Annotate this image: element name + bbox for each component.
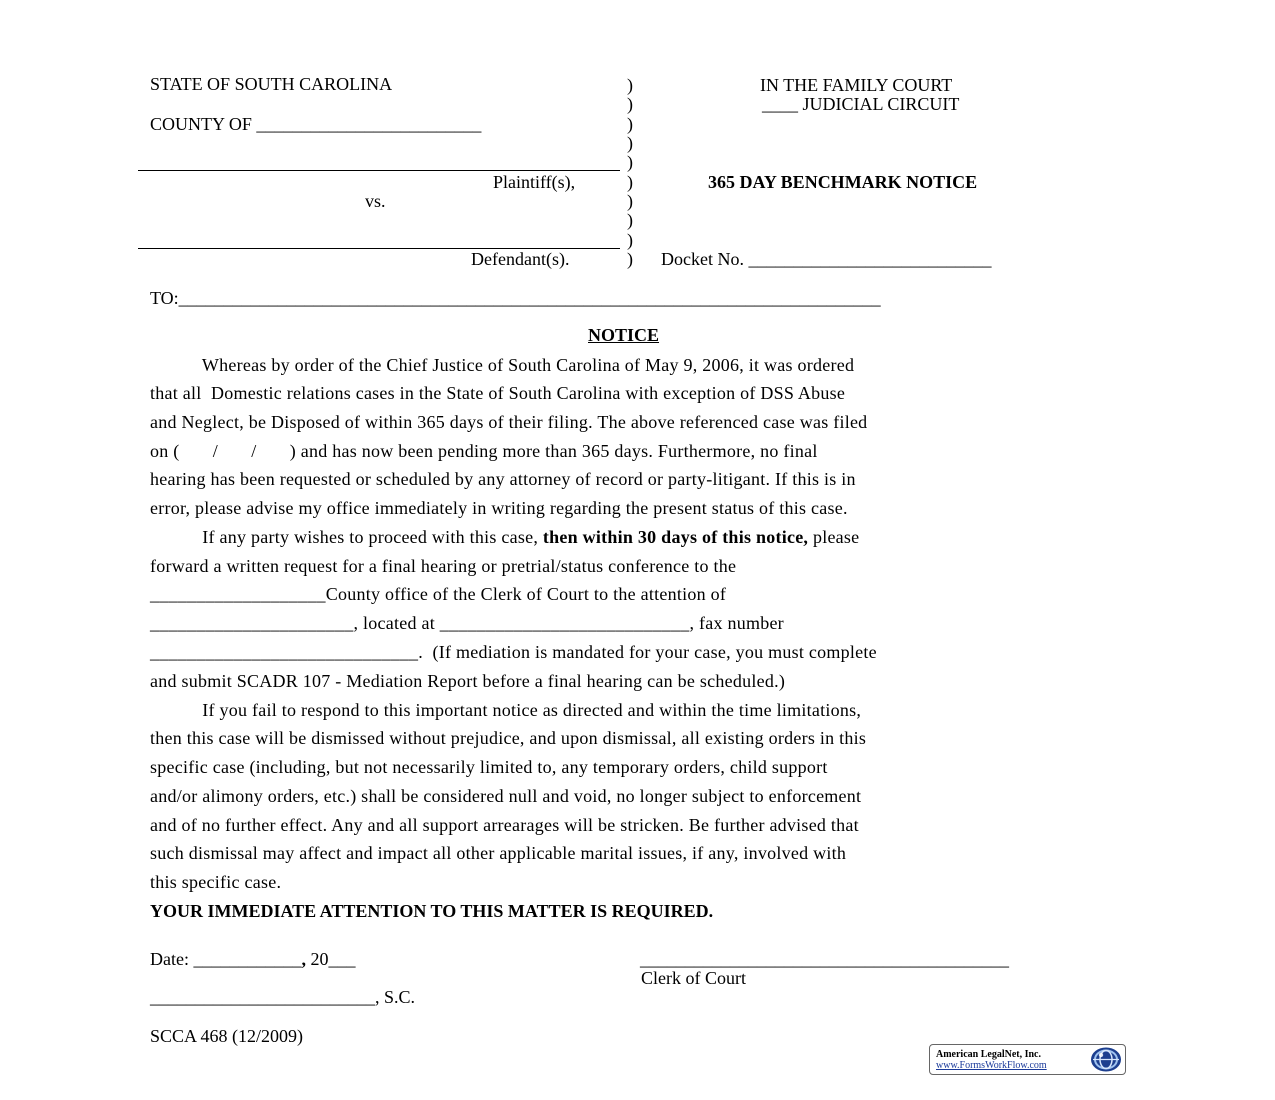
caption-paren: ) bbox=[627, 249, 633, 269]
logo-company-name: American LegalNet, Inc. bbox=[936, 1049, 1041, 1060]
clerk-signature-line[interactable]: _________________________________________ bbox=[640, 949, 1009, 969]
caption-paren: ) bbox=[627, 172, 633, 192]
date-label: Date: bbox=[150, 949, 194, 969]
paragraph-line: _____________________________. (If mediation is mandated for your case, you must complete bbox=[150, 642, 877, 662]
form-title: 365 DAY BENCHMARK NOTICE bbox=[708, 172, 978, 192]
caption-paren: ) bbox=[627, 230, 633, 250]
paragraph-line: and Neglect, be Disposed of within 365 days of their filing. The above referenced case was filed bbox=[150, 412, 868, 432]
caption-paren: ) bbox=[627, 75, 633, 95]
docket-number-field[interactable]: Docket No. ___________________________ bbox=[661, 249, 992, 269]
logo-url-link[interactable]: www.FormsWorkFlow.com bbox=[936, 1060, 1047, 1071]
caption-paren: ) bbox=[627, 191, 633, 211]
defendant-label: Defendant(s). bbox=[471, 249, 570, 269]
legalnet-logo[interactable] bbox=[929, 1044, 1126, 1075]
caption-paren: ) bbox=[627, 210, 633, 230]
paragraph-line: and/or alimony orders, etc.) shall be considered null and void, no longer subject to enforcement bbox=[150, 786, 862, 806]
versus-label: vs. bbox=[365, 191, 386, 211]
attention-statement: YOUR IMMEDIATE ATTENTION TO THIS MATTER IS REQUIRED. bbox=[150, 901, 714, 921]
paragraph-line: and submit SCADR 107 - Mediation Report before a final hearing can be scheduled.) bbox=[150, 671, 786, 691]
paragraph-line: this specific case. bbox=[150, 872, 282, 892]
date-separator: , bbox=[301, 949, 311, 969]
paragraph-line: error, please advise my office immediately in writing regarding the present status of this case. bbox=[150, 498, 848, 518]
paragraph-line: forward a written request for a final hearing or pretrial/status conference to the bbox=[150, 556, 737, 576]
to-line[interactable]: TO:______________________________________________________________________________ bbox=[150, 288, 881, 308]
plaintiff-label: Plaintiff(s), bbox=[493, 172, 576, 192]
paragraph-line: such dismissal may affect and impact all other applicable marital issues, if any, involved with bbox=[150, 843, 847, 863]
paragraph-line: Whereas by order of the Chief Justice of South Carolina of May 9, 2006, it was ordered bbox=[150, 355, 855, 375]
globe-icon bbox=[1089, 1046, 1123, 1073]
filing-date-line: on ( / / ) and has now been pending more than 365 days. Furthermore, no final bbox=[150, 441, 818, 461]
clerk-label: Clerk of Court bbox=[641, 968, 746, 988]
date-blank[interactable]: ____________ bbox=[193, 949, 302, 969]
paragraph-line: then this case will be dismissed without prejudice, and upon dismissal, all existing orders in this bbox=[150, 728, 867, 748]
form-number: SCCA 468 (12/2009) bbox=[150, 1026, 304, 1046]
circuit-label: ____ JUDICIAL CIRCUIT bbox=[762, 94, 960, 114]
caption-paren: ) bbox=[627, 133, 633, 153]
paragraph-line: and of no further effect. Any and all support arrearages will be stricken. Be further advised that bbox=[150, 815, 859, 835]
paragraph-line: If you fail to respond to this important notice as directed and within the time limitations, bbox=[150, 700, 862, 720]
paragraph-line bbox=[150, 527, 859, 547]
paragraph-line: specific case (including, but not necessarily limited to, any temporary orders, child support bbox=[150, 757, 828, 777]
plaintiff-name-line[interactable] bbox=[138, 170, 620, 171]
place-field[interactable]: _________________________, S.C. bbox=[150, 987, 416, 1007]
contact-line: ______________________, located at ___________________________, fax number bbox=[150, 613, 784, 633]
caption-paren: ) bbox=[627, 152, 633, 172]
year-field[interactable]: 20___ bbox=[310, 949, 356, 969]
date-field[interactable] bbox=[150, 949, 355, 969]
paragraph-text: please bbox=[808, 527, 860, 547]
caption-paren: ) bbox=[627, 94, 633, 114]
paragraph-text: If any party wishes to proceed with this case, bbox=[150, 527, 543, 547]
paragraph-line: that all Domestic relations cases in the State of South Carolina with exception of DSS Abuse bbox=[150, 383, 846, 403]
court-label: IN THE FAMILY COURT bbox=[760, 75, 953, 95]
county-label: COUNTY OF _________________________ bbox=[150, 114, 482, 134]
notice-heading: NOTICE bbox=[588, 325, 660, 345]
county-office-line: ___________________County office of the Clerk of Court to the attention of bbox=[150, 584, 727, 604]
state-label: STATE OF SOUTH CAROLINA bbox=[150, 74, 393, 94]
caption-paren: ) bbox=[627, 114, 633, 134]
paragraph-line: hearing has been requested or scheduled by any attorney of record or party-litigant. If this is in bbox=[150, 469, 856, 489]
deadline-emphasis: then within 30 days of this notice, bbox=[542, 527, 809, 547]
